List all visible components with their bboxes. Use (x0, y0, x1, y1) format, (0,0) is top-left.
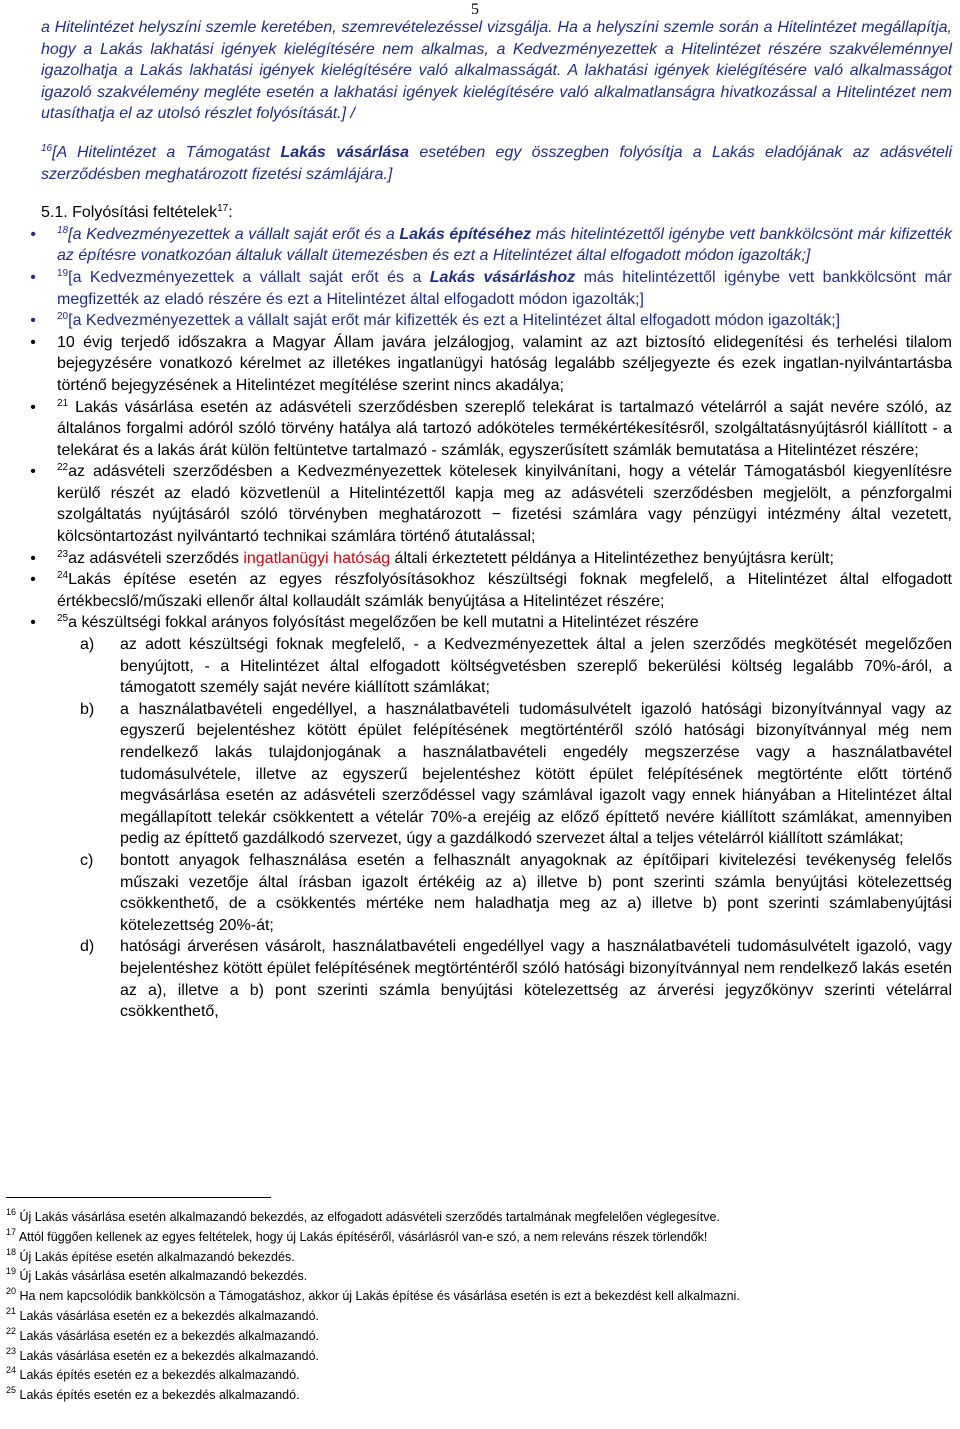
bullet-22: • $^{22}$az adásvételi szerződésben a Kedvezményezettek kötelesek kinyilvánítani, hogy a vételár Támogatásból kiegyenlítésre kerülő részét az eladó közvetlenül a Hitelintézettől kapja meg az adásvételi szerződésben megjelölt, a pénzforgalmi szolgáltatás nyújtásáról szóló törvényben meghatározott − fizetési számlára vagy pénzügyi intézmény által vezetett, kölcsöntartozást nyilvántartó technikai számlára történő átutalással; (41, 461, 952, 547)
bullet-icon: • (30, 614, 36, 632)
subitem-d: d) hatósági árverésen vásárolt, használatbavételi engedéllyel vagy a használatbavételi tudomásulvételt igazoló, vagy bejelentéshez kötött épület felépítésének megtörténtéről szóló hatósági bizonyítvánnyal nem rendelkező lakás esetén az a), illetve a b) pont szerinti számla benyújtási kötelezettség az árverési jegyzőkönyv szerinti vételárral csökkenthető, (80, 938, 952, 1021)
subitem-letter: c) (80, 851, 94, 869)
footnote-24: $^{24}$ Lakás építés esetén ez a bekezdés alkalmazandó. (6, 1365, 300, 1383)
bullet-icon: • (30, 398, 36, 416)
footnote-16: $^{16}$ Új Lakás vásárlása esetén alkalmazandó bekezdés, az elfogadott adásvételi szerződés tartalmának megfelelően véglegesítve. (6, 1207, 720, 1224)
footnote-20: $^{20}$ Ha nem kapcsolódik bankkölcsön a Támogatáshoz, akkor új Lakás építése és vásárlása esetén is ezt a bekezdést kell alkalmazni. (6, 1286, 740, 1304)
page-number: 5 (471, 1, 479, 18)
bullet-icon: • (30, 312, 36, 330)
footnote-ref-23[interactable]: 23 (57, 548, 69, 560)
subitem-letter: b) (80, 700, 95, 718)
bullet-icon: • (30, 571, 36, 589)
bullet-20: • $^{20}$[a Kedvezményezettek a vállalt saját erőt már kifizették és ezt a Hitelintézet által elfogadott módon igazolták;] (41, 310, 952, 332)
main-text (30, 17, 953, 1023)
bullet-18: • $^{18}$[a Kedvezményezettek a vállalt saját erőt és a Lakás építéséhez más hitelintézettől igénybe vett bankkölcsönt már kifizették az építésre vonatkozóan általuk vállalt ütemezésben és ezt a Hitelintézet által elfogadott módon igazolták;] (41, 224, 952, 267)
bullet-24: • $^{24}$Lakás építése esetén az egyes részfolyósításokhoz készültségi foknak megfelelő, a Hitelintézet által elfogadott értékbecslő/műszaki ellenőr által kollaudált számlák benyújtása a Hitelintézet részére; (41, 569, 952, 612)
bullet-19: • $^{19}$[a Kedvezményezettek a vállalt saját erőt és a Lakás vásárláshoz más hitelintézettől igénybe vett bankkölcsönt már megfizették az eladó részére és ezt a Hitelintézet által elfogadott módon igazolták;] (41, 267, 952, 310)
footnote-19: $^{19}$ Új Lakás vásárlása esetén alkalmazandó bekezdés. (6, 1266, 308, 1284)
bullet-icon: • (30, 225, 36, 243)
bullet-25: • $^{25}$a készültségi fokkal arányos folyósítást megelőzően be kell mutatni a Hitelintézet részére (41, 612, 952, 634)
footnote-ref-24[interactable]: 24 (57, 570, 69, 582)
intro-paragraph: a Hitelintézet helyszíni szemle keretében, szemrevételezéssel vizsgálja. Ha a helyszíni szemle során a Hitelintézet megállapítja, hogy a Lakás lakhatási igények kielégítésére nem alkalmas, a Kedvezményezettek a Hitelintézet részére szakvéleménnyel igazolhatja a Lakás lakhatási igények kielégítésére való alkalmasságát. A lakhatási igények kielégítésére való alkalmasságot igazoló szakvélemény megléte esetén a lakhatási igények kielégítésére való alkalmatlanságra hivatkozással a Hitelintézet nem utasíthatja el az utolsó részlet folyósítását.] / (41, 19, 952, 123)
section-heading: 5.1. Folyósítási feltételek$^{17}$: (41, 203, 233, 222)
footnotes (6, 1197, 956, 1406)
bullet-icon: • (30, 333, 36, 351)
bullet-21: • $^{21}$ Lakás vásárlása esetén az adásvételi szerződésben szereplő telekárat is tartalmazó vételárról a saját nevére szóló, az általános forgalmi adóról szóló törvény hatálya alá tartozó adóköteles termékértékesítésről, szolgáltatásnyújtásról kiállított - a telekárat és a lakás árát külön feltüntetve tartalmazó - számlák, egyszerűsített számlák bemutatása a Hitelintézet részére; (41, 397, 952, 462)
footnote-ref-22[interactable]: 22 (57, 462, 69, 474)
footnote-21: $^{21}$ Lakás vásárlása esetén ez a bekezdés alkalmazandó. (6, 1305, 319, 1323)
subitem-b: b) a használatbavételi engedéllyel, a használatbavételi tudomásulvételt igazoló hatósági bizonyítvánnyal vagy az egyszerű bejelentéshez kötött épület felépítésének megtörténtéről szóló hatósági bizonyítvánnyal még nem rendelkező lakás tulajdonjogának a használatbavételi engedély megszerzése vagy a használatbavétel tudomásulvétele, illetve az egyszerű bejelentéshez kötött épület felépítésének megtörténte előtt történő megvásárlása esetén az adásvételi szerződéssel vagy számlával igazolt vagy ennek hiányában a Hitelintézet által megállapított telekár csökkentett a vételár 70%-a erejéig az előző építtető nevére kiállított számlákat, amennyiben pedig az építtető gazdálkodó szervezet, úgy a gazdálkodó szervezet által a teljes vételárról kiállított számlákat; (80, 700, 952, 848)
bullet-icon: • (30, 463, 36, 481)
footnote-ref-17[interactable]: 17 (217, 203, 229, 215)
footnote-ref-19[interactable]: 19 (57, 267, 69, 279)
footnote-ref-21[interactable]: 21 (57, 397, 69, 409)
subitem-letter: d) (80, 938, 95, 956)
footnote-17: $^{17}$ Attól függően kellenek az egyes feltételek, hogy új Lakás építéséről, vásárlásról van-e szó, a nem releváns részek törlendők! (6, 1226, 708, 1244)
subitem-letter: a) (80, 636, 95, 654)
subitem-a: a) az adott készültségi foknak megfelelő, - a Kedvezményezettek által a jelen szerződés megkötését megelőzően benyújtott, - a Hitelintézet által elfogadott költségvetésben szereplő bekerülési költség legalább 70%-áról, a támogatott személy saját nevére kiállított számlákat; (80, 636, 952, 697)
footnote-separator (6, 1197, 271, 1198)
bullet-icon: • (30, 549, 36, 567)
footnote-ref-18[interactable]: 18 (57, 224, 69, 236)
paragraph-16: $^{16}$[A Hitelintézet a Támogatást Lakás vásárlása esetében egy összegben folyósítja a Lakás eladójának az adásvételi szerződésben meghatározott fizetési számlájára.] (41, 142, 952, 183)
footnote-ref-16[interactable]: 16 (41, 142, 53, 154)
subitem-c: c) bontott anyagok felhasználása esetén a felhasznált anyagoknak az építőipari kivitelezési tevékenység felelős műszaki vezetője által írásban igazolt értékéig az a) illetve b) pont szerinti számla benyújtási kötelezettség csökkenthető, de a csökkentés mértéke nem haladhatja meg az a) illetve b) pont szerinti számlabenyújtási kötelezettség 20%-át; (80, 851, 952, 934)
bullet-allam: • 10 évig terjedő időszakra a Magyar Állam javára jelzálogjog, valamint az azt biztosító elidegenítési és terhelési tilalom bejegyzésére vonatkozó kérelmet az illetékes ingatlanügyi hatóság legalább széljegyezte és ezek ingatlan-nyilvántartásba történő bejegyzésének a Hitelintézet megítélése szerint nincs akadálya; (41, 332, 952, 397)
bullet-23: • $^{23}$az adásvételi szerződés ingatlanügyi hatóság általi érkeztetett példánya a Hitelintézethez benyújtásra került; (41, 548, 952, 570)
footnote-22: $^{22}$ Lakás vásárlása esetén ez a bekezdés alkalmazandó. (6, 1325, 319, 1343)
footnote-23: $^{23}$ Lakás vásárlása esetén ez a bekezdés alkalmazandó. (6, 1345, 319, 1363)
footnote-ref-25[interactable]: 25 (57, 613, 69, 625)
footnote-18: $^{18}$ Új Lakás építése esetén alkalmazandó bekezdés. (6, 1246, 295, 1264)
footnote-25: $^{25}$ Lakás építés esetén ez a bekezdés alkalmazandó. (6, 1385, 300, 1403)
bullet-icon: • (30, 268, 36, 286)
footnote-ref-20[interactable]: 20 (57, 311, 69, 323)
